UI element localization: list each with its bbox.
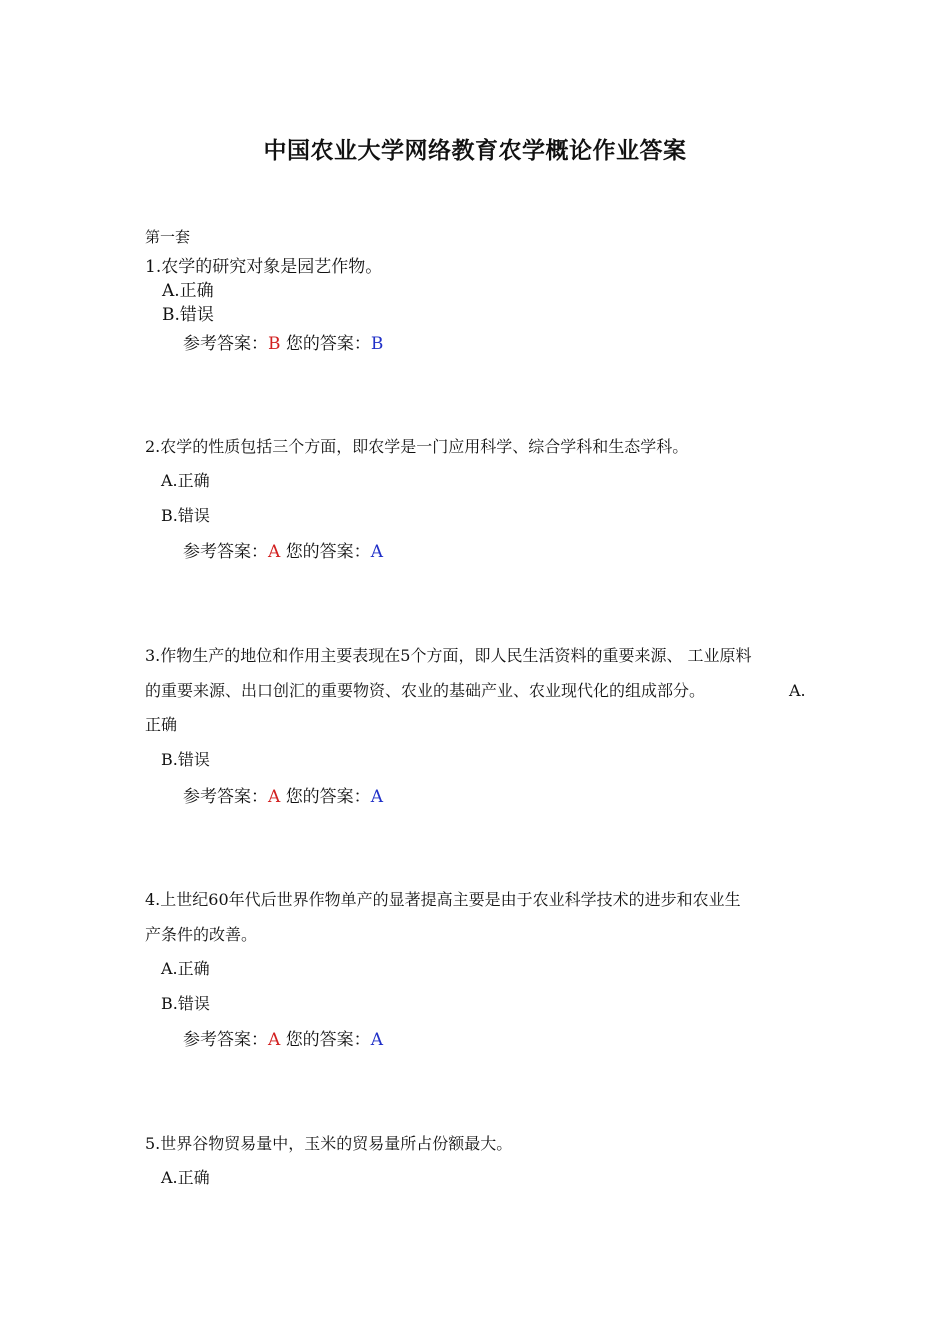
reference-answer-value: A (268, 787, 281, 807)
question-text-line-1: 上世纪60年代后世界作物单产的显著提高主要是由于农业科学技术的进步和农业生 (160, 890, 741, 909)
question-text: 农学的性质包括三个方面，即农学是一门应用科学、综合学科和生态学科。 (160, 437, 689, 456)
question-1-option-b: B.错误 (162, 305, 214, 325)
reference-answer-value: A (268, 1030, 281, 1050)
reference-answer-label: 参考答案： (183, 787, 268, 807)
question-text-line-2: 产条件的改善。 (145, 925, 258, 944)
question-text: 世界谷物贸易量中，玉米的贸易量所占份额最大。 (160, 1134, 513, 1153)
question-1-option-a: A.正确 (162, 281, 214, 301)
question-text-line-2: 的重要来源、出口创汇的重要物资、农业的基础产业、农业现代化的组成部分。 (145, 681, 706, 700)
question-4-continued (145, 924, 257, 946)
question-1-answer-line (183, 333, 383, 355)
reference-answer-label: 参考答案： (183, 334, 268, 354)
your-answer-label: 您的答案： (285, 1030, 371, 1050)
question-2-answer-line (183, 541, 383, 563)
question-2-option-b: B.错误 (161, 506, 210, 525)
document-title: 中国农业大学网络教育农学概论作业答案 (263, 138, 687, 164)
question-3-option-a-prefix: A. (789, 681, 806, 700)
your-answer-label: 您的答案： (285, 334, 371, 354)
question-5 (145, 1133, 512, 1155)
question-5-option-a: A.正确 (161, 1168, 210, 1187)
your-answer-value: B (370, 334, 384, 354)
reference-answer-value: B (268, 334, 281, 354)
set-label: 第一套 (145, 228, 191, 246)
question-text-line-1: 作物生产的地位和作用主要表现在5个方面，即人民生活资料的重要来源、 工业原料 (160, 646, 752, 665)
reference-answer-label: 参考答案： (183, 542, 268, 562)
question-number: 2. (145, 437, 161, 456)
question-4-option-a: A.正确 (161, 959, 210, 978)
question-3 (145, 645, 752, 667)
question-4 (145, 889, 741, 911)
your-answer-value: A (370, 1030, 383, 1050)
question-2 (145, 436, 688, 458)
your-answer-label: 您的答案： (285, 542, 371, 562)
question-number: 5. (145, 1134, 161, 1153)
question-2-option-a: A.正确 (161, 471, 210, 490)
your-answer-value: A (370, 787, 383, 807)
question-number: 4. (145, 890, 161, 909)
question-number: 1. (145, 257, 162, 277)
question-text: 农学的研究对象是园艺作物。 (161, 257, 383, 277)
question-3-option-b: B.错误 (161, 750, 210, 769)
question-1 (145, 256, 382, 278)
reference-answer-value: A (268, 542, 281, 562)
your-answer-value: A (370, 542, 383, 562)
your-answer-label: 您的答案： (285, 787, 371, 807)
question-3-continued (145, 680, 705, 702)
question-4-option-b: B.错误 (161, 994, 210, 1013)
question-3-answer-line (183, 786, 383, 808)
question-number: 3. (145, 646, 161, 665)
question-4-answer-line (183, 1029, 383, 1051)
question-3-option-a-text: 正确 (145, 715, 178, 734)
reference-answer-label: 参考答案： (183, 1030, 268, 1050)
